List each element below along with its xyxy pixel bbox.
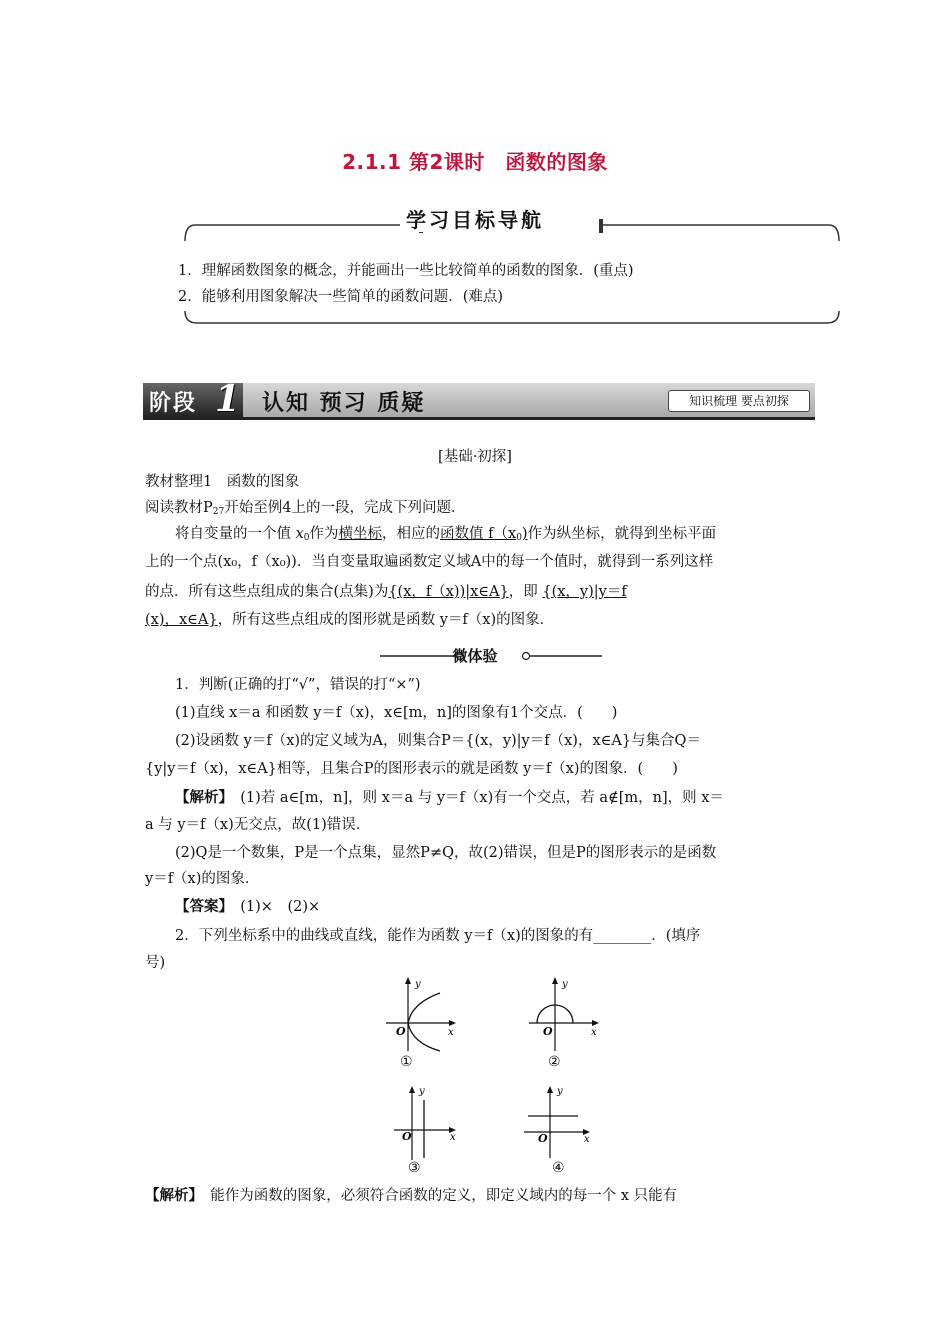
graph-1-y-label: y [415, 979, 421, 990]
q1-statement-2b: {y|y＝f（x)，x∈A}相等，且集合P的图形表示的就是函数 y＝f（x)的图象．( ) [145, 761, 678, 777]
material-reading: 阅读教材$P_{27}$开始至例4上的一段，完成下列问题． [145, 500, 466, 517]
graph-3-x-label: x [450, 1132, 456, 1143]
stage-label: 阶段 [149, 391, 198, 416]
goals-heading: 学习目标导航 [0, 204, 950, 233]
goal-item-2: 2．能够利用图象解决一些简单的函数问题．(难点) [178, 289, 504, 305]
graph-2-x-label: x [591, 1027, 597, 1038]
graph-4 [520, 1082, 600, 1162]
graph-1-label: ① [400, 1054, 413, 1070]
q2-stem-a: 2．下列坐标系中的曲线或直线，能作为函数 y＝f（x)的图象的有________．(填序 [175, 928, 701, 944]
q2-stem-b: 号) [145, 955, 166, 971]
graph-2-origin: O [543, 1025, 553, 1038]
graph-3-label: ③ [408, 1160, 421, 1176]
micro-heading: 微体验 [452, 647, 498, 665]
graph-2 [525, 975, 605, 1055]
q1-answer: 【答案】 (1)× (2)× [175, 899, 321, 915]
q1-stem: 1．判断(正确的打“√”，错误的打“×”) [175, 677, 421, 693]
graph-2-y-label: y [562, 979, 568, 990]
material-line-4: (x)，x∈A}，所有这些点组成的图形就是函数 y＝f（x)的图象． [145, 612, 555, 628]
graph-1-x-label: x [448, 1027, 454, 1038]
goal-item-1: 1．理解函数图象的概念，并能画出一些比较简单的函数的图象．(重点) [178, 263, 634, 279]
section-tag: [基础·初探] [438, 449, 512, 465]
q1-analysis-1b: a 与 y＝f（x)无交点，故(1)错误． [145, 817, 371, 833]
graph-4-label: ④ [552, 1160, 565, 1176]
q1-analysis-1a: 【解析】 (1)若 a∈[m，n]，则 x＝a 与 y＝f（x)有一个交点，若 a∉[m，n]，则 x＝ [175, 790, 724, 806]
material-line-2: 上的一个点(x₀，f（x₀))．当自变量取遍函数定义域A中的每一个值时，就得到一系列这样 [145, 554, 714, 570]
graph-4-origin: O [538, 1132, 548, 1145]
material-line-3: 的点．所有这些点组成的集合(点集)为{(x，f（x))|x∈A}，即 {(x，y)|y＝f [145, 584, 627, 600]
stage-title: 认知 预习 质疑 [262, 391, 426, 416]
graph-1 [382, 975, 462, 1055]
q1-statement-1: (1)直线 x＝a 和函数 y＝f（x)，x∈[m，n]的图象有1个交点．( ) [175, 705, 618, 721]
q1-statement-2a: (2)设函数 y＝f（x)的定义域为A，则集合P＝{(x，y)|y＝f（x)，x∈A}与集合Q＝ [175, 733, 701, 749]
material-line-1: 将自变量的一个值 $x_0$作为横坐标，相应的函数值 $f(x_0)$作为纵坐标，就得到坐标平面 [175, 526, 717, 543]
graph-4-x-label: x [584, 1134, 590, 1145]
material-heading: 教材整理1 函数的图象 [145, 474, 300, 490]
graph-2-label: ② [548, 1054, 561, 1070]
q1-analysis-2b: y＝f（x)的图象． [145, 871, 260, 887]
stage-number: 1 [215, 378, 241, 420]
q2-analysis: 【解析】 能作为函数的图象，必须符合函数的定义，即定义域内的每一个 x 只能有 [145, 1188, 678, 1204]
page-title: 2.1.1 第2课时 函数的图象 [342, 150, 608, 174]
graph-1-origin: O [396, 1025, 406, 1038]
graph-3-y-label: y [419, 1086, 425, 1097]
stage-tag: 知识梳理 要点初探 [668, 390, 810, 412]
graph-3 [390, 1082, 470, 1162]
graph-3-origin: O [402, 1130, 412, 1143]
q1-analysis-2a: (2)Q是一个数集，P是一个点集，显然P≠Q，故(2)错误，但是P的图形表示的是函数 [175, 845, 717, 861]
graph-4-y-label: y [557, 1086, 563, 1097]
